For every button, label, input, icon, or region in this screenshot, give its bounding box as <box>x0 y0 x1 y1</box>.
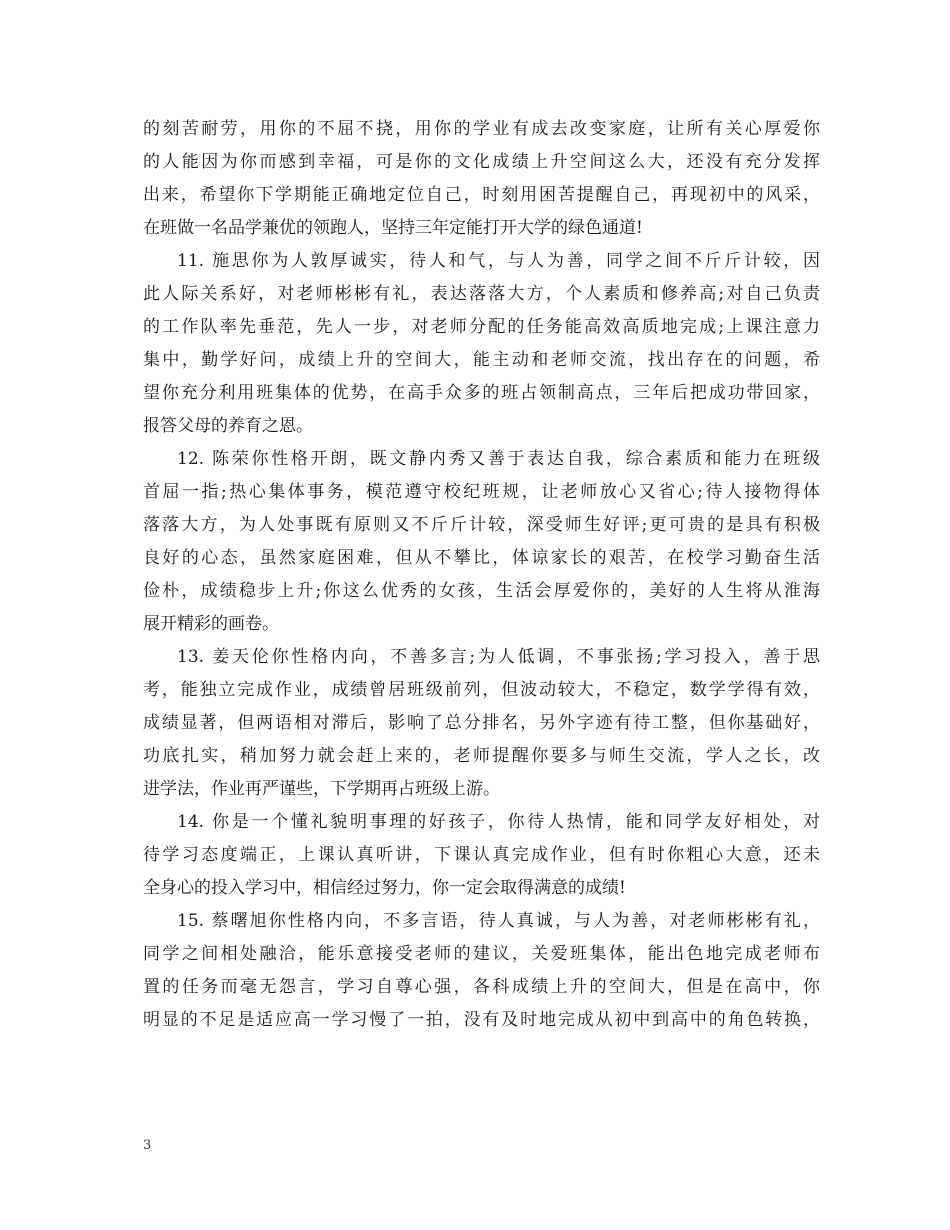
text-line: 集中，勤学好问，成绩上升的空间大，能主动和老师交流，找出存在的问题，希 <box>143 350 820 370</box>
text-line: 的刻苦耐劳，用你的不屈不挠，用你的学业有成去改变家庭，让所有关心厚爱你 <box>143 119 820 139</box>
text-line: 13. 姜天伦你性格内向，不善多言;为人低调，不事张扬;学习投入，善于思 <box>177 647 820 667</box>
text-line: 落落大方，为人处事既有原则又不斤斤计较，深受师生好评;更可贵的是具有积极 <box>143 515 820 535</box>
text-line: 功底扎实，稍加努力就会赶上来的，老师提醒你要多与师生交流，学人之长，改 <box>143 746 820 766</box>
text-line: 展开精彩的画卷。 <box>143 614 279 634</box>
paragraph-item-12 <box>143 443 820 641</box>
document-body <box>143 113 820 1037</box>
text-line: 12. 陈荣你性格开朗，既文静内秀又善于表达自我，综合素质和能力在班级 <box>177 449 820 469</box>
text-line: 望你充分利用班集体的优势，在高手众多的班占领制高点，三年后把成功带回家， <box>143 383 820 403</box>
page-number: 3 <box>143 1138 152 1153</box>
text-line: 置的任务而毫无怨言，学习自尊心强，各科成绩上升的空间大，但是在高中，你 <box>143 977 820 997</box>
paragraph-item-15 <box>143 905 820 1037</box>
text-line: 的人能因为你而感到幸福，可是你的文化成绩上升空间这么大，还没有充分发挥 <box>143 152 820 172</box>
text-line: 14. 你是一个懂礼貌明事理的好孩子，你待人热情，能和同学友好相处，对 <box>177 812 820 832</box>
text-line: 在班做一名品学兼优的领跑人，坚持三年定能打开大学的绿色通道! <box>143 218 643 238</box>
paragraph-item-13 <box>143 641 820 806</box>
text-line: 15. 蔡曙旭你性格内向，不多言语，待人真诚，与人为善，对老师彬彬有礼， <box>177 911 820 931</box>
text-line: 同学之间相处融洽，能乐意接受老师的建议，关爱班集体，能出色地完成老师布 <box>143 944 820 964</box>
text-line: 全身心的投入学习中，相信经过努力，你一定会取得满意的成绩! <box>143 878 626 898</box>
text-line: 的工作队率先垂范，先人一步，对老师分配的任务能高效高质地完成;上课注意力 <box>143 317 820 337</box>
text-line: 出来，希望你下学期能正确地定位自己，时刻用困苦提醒自己，再现初中的风采， <box>143 185 820 205</box>
paragraph-item-11 <box>143 245 820 443</box>
text-line: 待学习态度端正，上课认真听讲，下课认真完成作业，但有时你粗心大意，还未 <box>143 845 820 865</box>
text-line: 良好的心态，虽然家庭困难，但从不攀比，体谅家长的艰苦，在校学习勤奋生活 <box>143 548 820 568</box>
text-line: 俭朴，成绩稳步上升;你这么优秀的女孩，生活会厚爱你的，美好的人生将从淮海 <box>143 581 820 601</box>
paragraph-continuation <box>143 113 820 245</box>
paragraph-item-14 <box>143 806 820 905</box>
text-line: 进学法，作业再严谨些，下学期再占班级上游。 <box>143 779 500 799</box>
text-line: 此人际关系好，对老师彬彬有礼，表达落落大方，个人素质和修养高;对自己负责 <box>143 284 820 304</box>
text-line: 明显的不足是适应高一学习慢了一拍，没有及时地完成从初中到高中的角色转换， <box>143 1010 820 1030</box>
text-line: 报答父母的养育之恩。 <box>143 416 313 436</box>
text-line: 成绩显著，但两语相对滞后，影响了总分排名，另外字迹有待工整，但你基础好， <box>143 713 820 733</box>
text-line: 考，能独立完成作业，成绩曾居班级前列，但波动较大，不稳定，数学学得有效， <box>143 680 820 700</box>
text-line: 11. 施思你为人敦厚诚实，待人和气，与人为善，同学之间不斤斤计较，因 <box>177 251 820 271</box>
text-line: 首屈一指;热心集体事务，模范遵守校纪班规，让老师放心又省心;待人接物得体 <box>143 482 820 502</box>
